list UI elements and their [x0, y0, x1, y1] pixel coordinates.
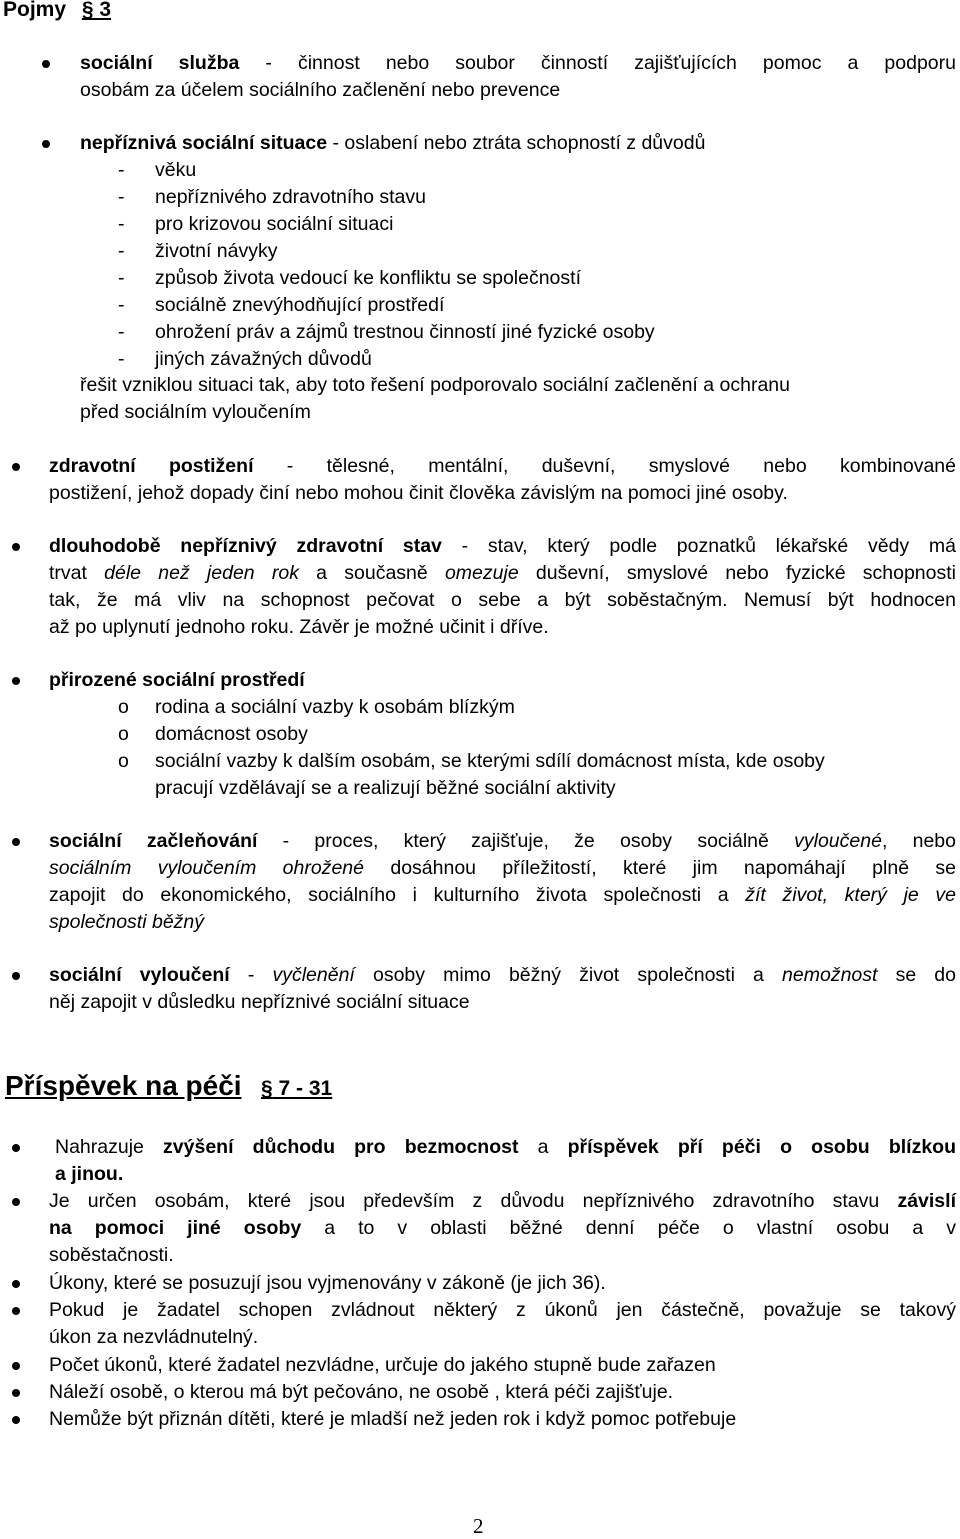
text: a současně	[298, 562, 445, 584]
circle-marker: o	[118, 696, 129, 718]
section-title: Příspěvek na péči	[5, 1070, 242, 1101]
emphasis: omezuje	[444, 562, 519, 584]
bullet	[12, 838, 20, 846]
definition-cont: něj zapojit v důsledku nepříznivé sociální situace	[49, 991, 470, 1013]
definition-line4	[49, 909, 204, 935]
title-text: Pojmy	[3, 0, 67, 21]
list-item	[49, 1188, 956, 1214]
term: přirozené sociální prostředí	[49, 669, 305, 691]
bullet	[12, 1362, 20, 1370]
emphasis: zvýšení důchodu pro bezmocnost	[163, 1136, 519, 1158]
reason-item: věku	[155, 159, 197, 181]
reason-item: sociálně znevýhodňující prostředí	[155, 294, 445, 316]
conclusion: řešit vzniklou situaci tak, aby toto řešení podporovalo sociální začlenění a ochranu	[80, 374, 790, 396]
emphasis: společnosti běžný	[49, 911, 205, 933]
term-socialni-sluzba-line1	[80, 50, 956, 76]
term-prirozene	[49, 667, 305, 693]
dash: -	[118, 186, 125, 208]
bullet	[12, 1416, 20, 1424]
definition: - tělesné, mentální, duševní, smyslové nebo kombinované	[286, 455, 956, 477]
term-nepriznivna	[80, 130, 705, 156]
emphasis: na pomoci jiné osoby	[49, 1217, 302, 1239]
dash: -	[118, 240, 125, 262]
bullet	[42, 140, 50, 148]
definition-line3: tak, že má vliv na schopnost pečovat o sebe a být soběstačným. Nemusí být hodnocen	[49, 589, 956, 611]
emphasis: příspěvek pří péči o osobu blízkou	[567, 1136, 956, 1158]
reason-item: životní návyky	[155, 240, 278, 262]
bullet	[12, 1389, 20, 1397]
text: dosáhnou příležitostí, které jim napomáhají plně se	[364, 857, 956, 879]
definition-line4: až po uplynutí jednoho roku. Závěr je možné učinit i dříve.	[49, 616, 549, 638]
text: - proces, který zajišťuje, že osoby sociálně	[257, 830, 795, 852]
page-number: 2	[473, 1514, 484, 1538]
text: a to v oblasti běžné denní péče o vlastní osobu a v	[301, 1217, 956, 1239]
bullet	[42, 60, 50, 68]
emphasis: nemožnost	[782, 964, 878, 986]
text: -	[229, 964, 273, 986]
term-vylouceni-line1	[49, 962, 956, 988]
emphasis: sociálním vyloučením ohrožené	[49, 857, 364, 879]
emphasis: žít život, který je ve	[745, 884, 956, 906]
section-ref	[261, 1077, 332, 1100]
reason-item: pro krizovou sociální situaci	[155, 213, 394, 235]
emphasis: závislí	[897, 1190, 956, 1212]
definition-cont: osobám za účelem sociálního začlenění nebo prevence	[80, 79, 561, 101]
bullet	[12, 677, 20, 685]
circle-marker: o	[118, 723, 129, 745]
circle-marker: o	[118, 750, 129, 772]
dash: -	[118, 159, 125, 181]
list-item: Úkony, které se posuzují jsou vyjmenovány v zákoně (je jich 36).	[49, 1272, 606, 1294]
section-sign: §	[81, 0, 94, 21]
list-item-cont	[49, 1215, 956, 1241]
definition: - oslabení nebo ztráta schopností z důvodů	[327, 132, 706, 154]
reason-item: nepříznivého zdravotního stavu	[155, 186, 427, 208]
section-sign: §	[261, 1077, 273, 1100]
list-item-cont: úkon za nezvládnutelný.	[49, 1326, 259, 1348]
term-zdravotni-postizeni-line1	[49, 453, 956, 479]
text: se do	[877, 964, 956, 986]
dash: -	[118, 213, 125, 235]
bullet	[12, 1144, 20, 1152]
text: duševní, smyslové nebo fyzické schopnosti	[518, 562, 956, 584]
term: sociální začleňování	[49, 830, 258, 852]
term-zaclenovani-line1	[49, 828, 956, 854]
emphasis: déle než jeden rok	[104, 562, 299, 584]
list-item	[55, 1134, 956, 1160]
list-item-cont: pracují vzdělávají se a realizují běžné sociální aktivity	[155, 777, 616, 799]
term: sociální služba	[80, 52, 240, 74]
bullet	[12, 1198, 20, 1206]
emphasis: vyloučené	[794, 830, 882, 852]
term: dlouhodobě nepříznivý zdravotní stav	[49, 535, 442, 557]
section-number: 3	[99, 0, 112, 21]
reason-item: ohrožení práv a zájmů trestnou činností jiné fyzické osoby	[155, 321, 655, 343]
emphasis: vyčlenění	[272, 964, 355, 986]
bullet	[12, 1307, 20, 1315]
emphasis: a jinou.	[55, 1163, 124, 1185]
bullet	[12, 543, 20, 551]
dash: -	[118, 348, 125, 370]
text: Nahrazuje	[55, 1136, 164, 1158]
text: Je určen osobám, které jsou především z důvodu nepříznivého zdravotního stavu	[49, 1190, 898, 1212]
text: osoby mimo běžný život společnosti a	[354, 964, 783, 986]
definition-line3	[49, 882, 956, 908]
text: a	[518, 1136, 568, 1158]
conclusion-cont: před sociálním vyloučením	[80, 401, 311, 423]
text: , nebo	[881, 830, 956, 852]
bullet	[12, 972, 20, 980]
list-item: domácnost osoby	[155, 723, 308, 745]
list-item: sociální vazby k dalším osobám, se kterými sdílí domácnost místa, kde osoby	[155, 750, 825, 772]
list-item-cont: soběstačnosti.	[49, 1244, 174, 1266]
term: nepříznivá sociální situace	[80, 132, 328, 154]
definition-line2	[49, 855, 956, 881]
bullet	[12, 1280, 20, 1288]
list-item-cont	[55, 1161, 123, 1187]
list-item: Náleží osobě, o kterou má být pečováno, ne osobě , která péči zajišťuje.	[49, 1381, 674, 1403]
definition: - stav, který podle poznatků lékařské vědy má	[441, 535, 956, 557]
list-item: Počet úkonů, které žadatel nezvládne, určuje do jakého stupně bude zařazen	[49, 1354, 716, 1376]
page-title	[3, 0, 111, 23]
text: zapojit do ekonomického, sociálního i kulturního života společnosti a	[49, 884, 746, 906]
section-heading	[5, 1068, 332, 1107]
list-item: Nemůže být přiznán dítěti, které je mladší než jeden rok i když pomoc potřebuje	[49, 1408, 737, 1430]
list-item: Pokud je žadatel schopen zvládnout některý z úkonů jen částečně, považuje se takový	[49, 1299, 956, 1321]
text: trvat	[49, 562, 105, 584]
definition: - činnost nebo soubor činností zajišťujících pomoc a podporu	[239, 52, 956, 74]
section-range: 7 - 31	[278, 1077, 333, 1100]
definition-line2	[49, 560, 956, 586]
term-dlouhodobe-line1	[49, 533, 956, 559]
reason-item: způsob života vedoucí ke konfliktu se společností	[155, 267, 581, 289]
dash: -	[118, 267, 125, 289]
list-item: rodina a sociální vazby k osobám blízkým	[155, 696, 515, 718]
bullet	[12, 463, 20, 471]
term: zdravotní postižení	[49, 455, 254, 477]
dash: -	[118, 294, 125, 316]
definition-cont: postižení, jehož dopady činí nebo mohou činit člověka závislým na pomoci jiné osoby.	[49, 482, 788, 504]
dash: -	[118, 321, 125, 343]
reason-item: jiných závažných důvodů	[155, 348, 372, 370]
section-ref	[82, 0, 111, 21]
term: sociální vyloučení	[49, 964, 230, 986]
